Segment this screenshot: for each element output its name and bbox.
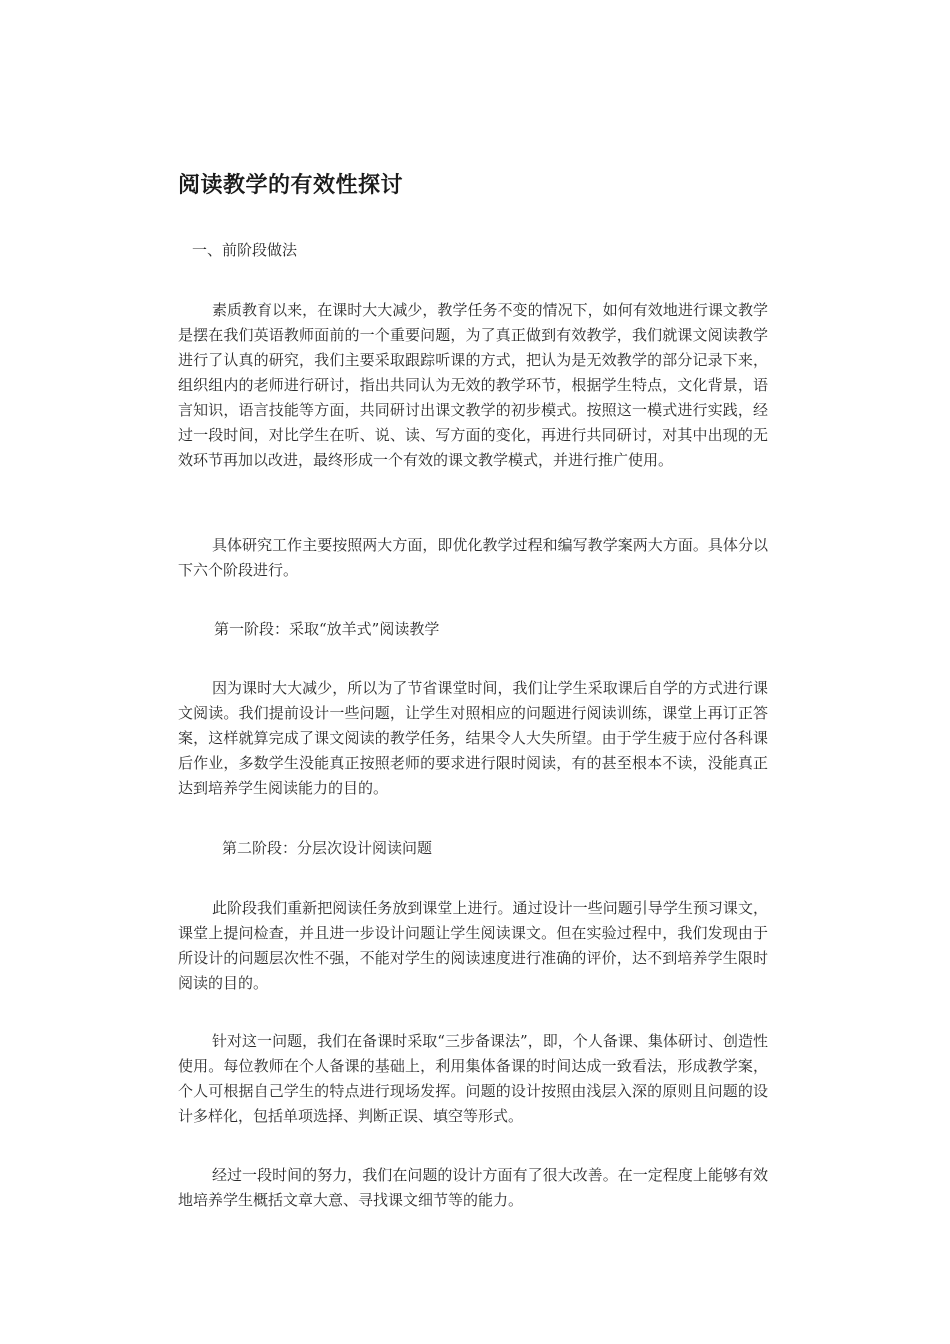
document-title: 阅读教学的有效性探讨 (178, 173, 404, 198)
paragraph-research: 具体研究工作主要按照两大方面，即优化教学过程和编写教学案两大方面。具体分以下六个阶段进行。 (178, 536, 768, 579)
paragraph-intro: 素质教育以来，在课时大大减少，教学任务不变的情况下，如何有效地进行课文教学是摆在我们英语教师面前的一个重要问题，为了真正做到有效教学，我们就课文阅读教学进行了认真的研究，我们主要采取跟踪听课的方式，把认为是无效教学的部分记录下来，组织组内的老师进行研讨，指出共同认为无效的教学环节，根据学生特点，文化背景，语言知识，语言技能等方面，共同研讨出课文教学的初步模式。按照这一模式进行实践，经过一段时间，对比学生在听、说、读、写方面的变化，再进行共同研讨，对其中出现的无效环节再加以改进，最终形成一个有效的课文教学模式，并进行推广使用。 (178, 301, 768, 469)
paragraph-stage2-c: 经过一段时间的努力，我们在问题的设计方面有了很大改善。在一定程度上能够有效地培养学生概括文章大意、寻找课文细节等的能力。 (178, 1166, 768, 1209)
paragraph-stage1: 因为课时大大减少，所以为了节省课堂时间，我们让学生采取课后自学的方式进行课文阅读。我们提前设计一些问题，让学生对照相应的问题进行阅读训练，课堂上再订正答案，这样就算完成了课文阅读的教学任务，结果令人大失所望。由于学生疲于应付各科课后作业，多数学生没能真正按照老师的要求进行限时阅读，有的甚至根本不读，没能真正达到培养学生阅读能力的目的。 (178, 679, 768, 797)
section-heading: 一、前阶段做法 (192, 241, 298, 259)
stage2-heading: 第二阶段：分层次设计阅读问题 (222, 839, 433, 857)
paragraph-stage2-b: 针对这一问题，我们在备课时采取“三步备课法”，即，个人备课、集体研讨、创造性使用。每位教师在个人备课的基础上，利用集体备课的时间达成一致看法，形成教学案，个人可根据自己学生的特点进行现场发挥。问题的设计按照由浅层入深的原则且问题的设计多样化，包括单项选择、判断正误、填空等形式。 (178, 1032, 768, 1125)
paragraph-stage2-a: 此阶段我们重新把阅读任务放到课堂上进行。通过设计一些问题引导学生预习课文，课堂上提问检查，并且进一步设计问题让学生阅读课文。但在实验过程中，我们发现由于所设计的问题层次性不强，不能对学生的阅读速度进行准确的评价，达不到培养学生限时阅读的目的。 (178, 899, 768, 992)
stage1-heading: 第一阶段：采取“放羊式”阅读教学 (214, 620, 440, 638)
